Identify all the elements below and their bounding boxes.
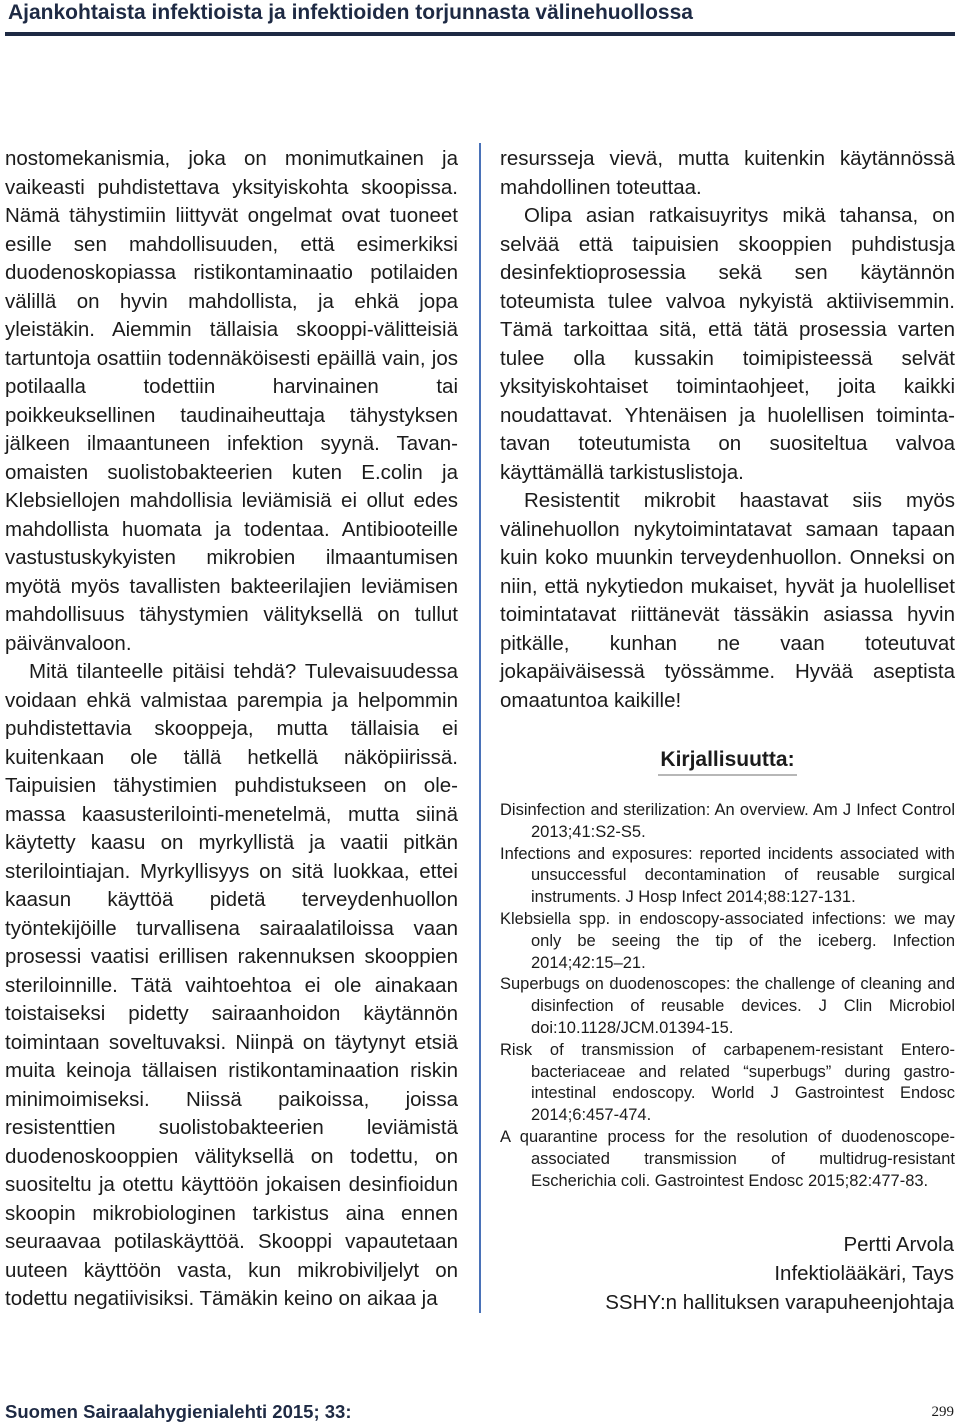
running-header: Ajankohtaista infektioista ja infektioiden torjunnasta välinehuollossa	[8, 1, 693, 24]
right-paragraph-3: Resistentit mikrobit haastavat siis myös välinehuollon nykytoimintatavat samaan tapaan kuin koko muunkin terveydenhuollon. Onneksi on niin, että nykytiedon mukaiset, hyvät ja huolelliset toimintatavat riittänevät tässäkin asiassa hyvin pitkälle, kunhan ne vaan toteutuvat jokapäiväisessä työssämme. Hyvää aseptista omaatuntoa kaikille!	[500, 489, 955, 712]
reference-item: Infections and exposures: reported incidents associated with unsuccessful decontamination of reusable surgical instruments. J Hosp Infect 2014;88:127-131.	[500, 844, 955, 907]
footer-journal: Suomen Sairaalahygienialehti 2015; 33:	[5, 1401, 352, 1422]
references-heading-text: Kirjallisuutta:	[658, 746, 796, 776]
left-paragraph-1: nostomekanismia, joka on monimutkainen ja vaikeasti puhdistettava yksityiskohta skoopissa. Nämä tähystimiin liittyvät ongelmat ovat tuoneet esille sen mahdollisuuden, että esimerkiksi duodenoskopiassa ristikontaminaatio potilaiden välillä on hyvin mahdollista, ja ehkä jopa yleistäkin. Aiemmin tällaisia skooppi-välitteisiä tartuntoja osattiin todennäköisesti epäillä vain, jos potilaalla todettiin harvinainen tai poikkeuksellinen taudinaiheuttaja tähystyksen jälkeen ilmaantuneen infektion syynä. Tavanomaisten suolistobakteerien kuten E.colin ja Klebsiellojen mahdollisia leviämisiä ei ollut edes mahdollista huomata ja todentaa. Antibiooteille vastustuskykyisten mikrobien ilmaantumisen myötä myös tavallisten bakteerilajien leviämisen mahdollisuus tähystymien välityksellä on tullut päivänvaloon.	[5, 147, 458, 655]
column-divider	[479, 143, 481, 1313]
author-role: SSHY:n hallituksen varapuheenjohtaja	[605, 1291, 954, 1314]
reference-item: A quarantine process for the resolution of duodenoscope-associated transmission of multidrug-resistant Escherichia coli. Gastrointest Endosc 2015;82:477-83.	[500, 1127, 955, 1190]
page-number: 299	[931, 1404, 954, 1420]
references-heading	[500, 746, 955, 776]
author-name: Pertti Arvola	[843, 1233, 954, 1256]
reference-item: Klebsiella spp. in endoscopy-associated infections: we may only be seeing the tip of the iceberg. Infection 2014;42:15–21.	[500, 909, 955, 972]
author-title: Infektiolääkäri, Tays	[774, 1262, 954, 1285]
right-paragraph-1: resursseja vievä, mutta kuitenkin käytännössä mahdollinen toteuttaa.	[500, 147, 955, 199]
left-column	[5, 145, 458, 1314]
header-rule	[5, 32, 955, 36]
reference-item: Disinfection and sterilization: An overview. Am J Infect Control 2013;41:S2-S5.	[500, 801, 955, 841]
reference-item: Risk of transmission of carbapenem-resistant Enterobacteriaceae and related “superbugs” during gastrointestinal endoscopy. World J Gastrointest Endosc 2014;6:457-474.	[500, 1040, 955, 1125]
author-signature	[504, 1230, 954, 1317]
right-column	[500, 145, 955, 715]
references-list	[500, 800, 955, 1192]
right-paragraph-2: Olipa asian ratkaisuyritys mikä tahansa, on selvää että taipuisien skooppien puhdistusja desinfektioprosessia sekä sen käytännön toteumista tulee valvoa nykyistä aktiivisemmin. Tämä tarkoittaa sitä, että tätä prosessia varten tulee olla kussakin toimipisteessä selvät yksityiskohtaiset toimintaohjeet, joita kaikki noudattavat. Yhtenäisen ja huolellisen toimintatavan toteutumista on suositeltua valvoa käyttämällä tarkistuslistoja.	[500, 204, 955, 484]
reference-item: Superbugs on duodenoscopes: the challenge of cleaning and disinfection of reusable devices. J Clin Microbiol doi:10.1128/JCM.01394-15.	[500, 975, 955, 1037]
left-paragraph-2: Mitä tilanteelle pitäisi tehdä? Tulevaisuudessa voidaan ehkä valmistaa parempia ja helpommin puhdistettavia skooppeja, mutta tällaisia ei kuitenkaan ole tällä hetkellä näköpiirissä. Taipuisien tähystimien puhdistukseen on olemassa kaasusterilointi-menetelmä, mutta siinä käytetty kaasu on myrkyllistä ja vaatii pitkän sterilointiajan. Myrkyllisyys on sitä luokkaa, ettei kaasun käyttöä pidetä terveydenhuollon työntekijöille turvallisena sairaalatiloissa vaan prosessi vaatisi erillisen rakennuksen skooppien steriloinnille. Tätä vaihtoehtoa ei ole ainakaan toistaiseksi pidetty sairaanhoidon käytännön toimintaan soveltuvaksi. Niinpä on täytynyt etsiä muita keinoja tällaisen ristikontaminaation riskin minimoimiseksi. Niissä paikoissa, joissa resistenttien suolistobakteerien leviämistä duodenoskooppien välityksellä on todettu, on suositeltu ja otettu käyttöön jokaisen desinfioidun skoopin mikrobiologinen tarkistus aina ennen seuraavaa potilaskäyttöä. Skooppi vapautetaan uuteen käyttöön vasta, kun mikrobiviljelyt on todettu negatiivisiksi. Tämäkin keino on aikaa ja	[5, 660, 458, 1310]
